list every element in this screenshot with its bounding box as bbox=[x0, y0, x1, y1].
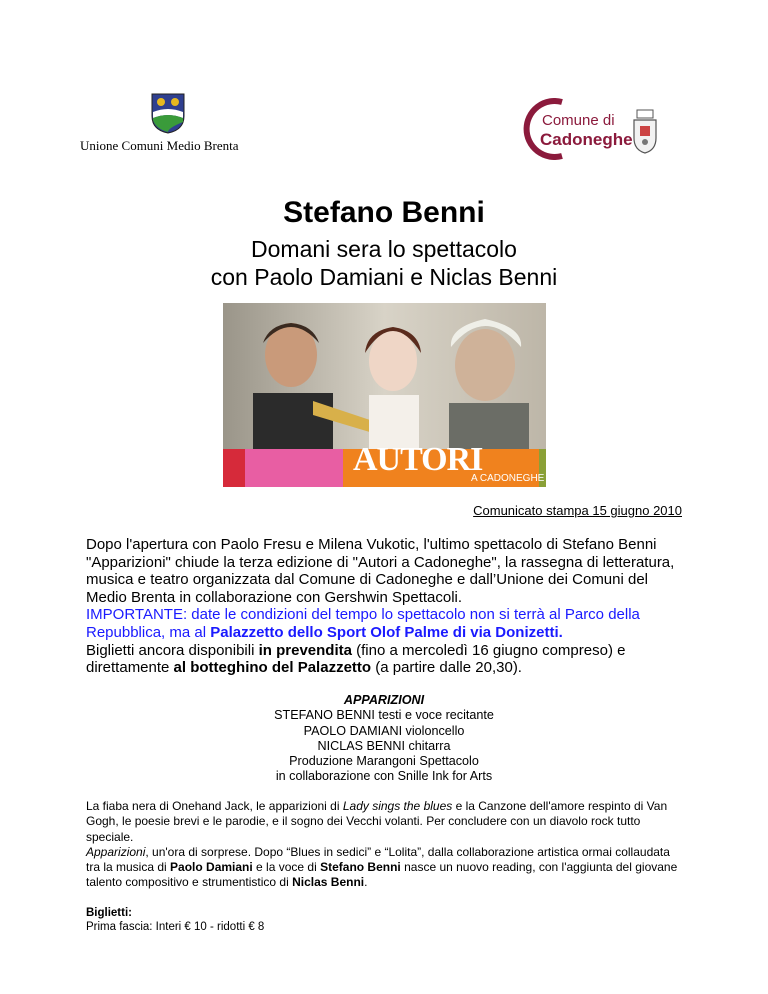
artists-photo bbox=[223, 303, 546, 449]
tickets-boxoffice: al botteghino del Palazzetto bbox=[173, 659, 372, 677]
desc-text: La fiaba nera di Onehand Jack, le apparizioni di bbox=[86, 799, 343, 813]
tickets-presale: in prevendita bbox=[258, 641, 352, 659]
credit-line: NICLAS BENNI chitarra bbox=[317, 738, 451, 753]
credit-line: PAOLO DAMIANI violoncello bbox=[303, 723, 465, 738]
desc-song-title: Lady sings the blues bbox=[342, 799, 453, 813]
comune-di-label: Comune di bbox=[542, 112, 615, 129]
tickets-text-c: (fino a mercoledì 16 giugno compreso) e direttamente bbox=[86, 641, 626, 677]
credit-line: Produzione Marangoni Spettacolo bbox=[289, 754, 479, 769]
union-name: Unione Comuni Medio Brenta bbox=[80, 138, 239, 153]
press-release-date: Comunicato stampa 15 giugno 2010 bbox=[473, 503, 682, 518]
desc-text: nasce un nuovo reading, con l'aggiunta del giovane talento compositivo e strumentistico di bbox=[86, 860, 678, 890]
a-cadoneghe-label: A CADONEGHE bbox=[471, 473, 545, 484]
important-notice: IMPORTANTE: date le condizioni del tempo lo spettacolo non si terrà al Parco della Repubblica, ma al bbox=[86, 606, 640, 641]
union-logo bbox=[70, 86, 265, 164]
tickets-text-a: Biglietti ancora disponibili bbox=[86, 641, 259, 659]
show-description bbox=[86, 799, 684, 891]
band-pink-block bbox=[245, 449, 343, 487]
credit-line: STEFANO BENNI testi e voce recitante bbox=[274, 708, 494, 723]
desc-artist-name: Paolo Damiani bbox=[170, 860, 253, 875]
desc-show-title: Apparizioni bbox=[86, 844, 146, 859]
intro-text bbox=[86, 536, 684, 677]
union-shield-icon bbox=[150, 92, 186, 134]
desc-text: . bbox=[364, 875, 368, 890]
comune-arc-icon bbox=[522, 98, 632, 160]
desc-artist-name: Niclas Benni bbox=[292, 875, 365, 890]
tickets-label: Biglietti: bbox=[86, 907, 132, 919]
desc-artist-name: Stefano Benni bbox=[320, 860, 401, 875]
comune-logo bbox=[522, 98, 672, 160]
desc-text: e la Canzone dell'amore respinto di Van Gogh, le poesie brevi e le parodie, e il sogno dei Vecchi volanti. Per concludere con un diavolo rock tutto speciale. bbox=[86, 799, 668, 844]
subtitle-line-1: Domani sera lo spettacolo bbox=[251, 236, 517, 262]
cadoneghe-label: Cadoneghe bbox=[540, 130, 633, 149]
credit-line: in collaborazione con Snille Ink for Arts bbox=[275, 769, 493, 784]
desc-text: e la voce di bbox=[252, 860, 321, 875]
cadoneghe-crest-icon bbox=[630, 108, 660, 154]
venue-name: Palazzetto dello Sport Olof Palme di via Donizetti. bbox=[210, 623, 563, 641]
tickets-text-e: (a partire dalle 20,30). bbox=[371, 659, 522, 677]
autori-brand: AUTORI bbox=[353, 441, 483, 478]
desc-text: , un'ora di sorprese. Dopo “Blues in sedici” e “Lolita”, dalla collaborazione artistica ormai collaudata tra la musica di bbox=[86, 844, 670, 875]
credits-title: APPARIZIONI bbox=[343, 693, 425, 707]
autori-band bbox=[223, 441, 546, 487]
intro-paragraph: Dopo l'apertura con Paolo Fresu e Milena Vukotic, l'ultimo spettacolo di Stefano Benni "Apparizioni" chiude la terza edizione di "Autori a Cadoneghe", la rassegna di letteratura, musica e teatro organizzata dal Comune di Cadoneghe e dall’Unione dei Comuni del Medio Brenta in collaborazione con Gershwin Spettacoli. bbox=[86, 536, 675, 606]
event-banner bbox=[223, 303, 546, 487]
band-red-block bbox=[223, 449, 245, 487]
subtitle-line-2: con Paolo Damiani e Niclas Benni bbox=[210, 264, 558, 290]
page-title: Stefano Benni bbox=[283, 196, 485, 229]
show-credits bbox=[0, 693, 768, 785]
tickets-price: Prima fascia: Interi € 10 - ridotti € 8 bbox=[86, 921, 265, 933]
